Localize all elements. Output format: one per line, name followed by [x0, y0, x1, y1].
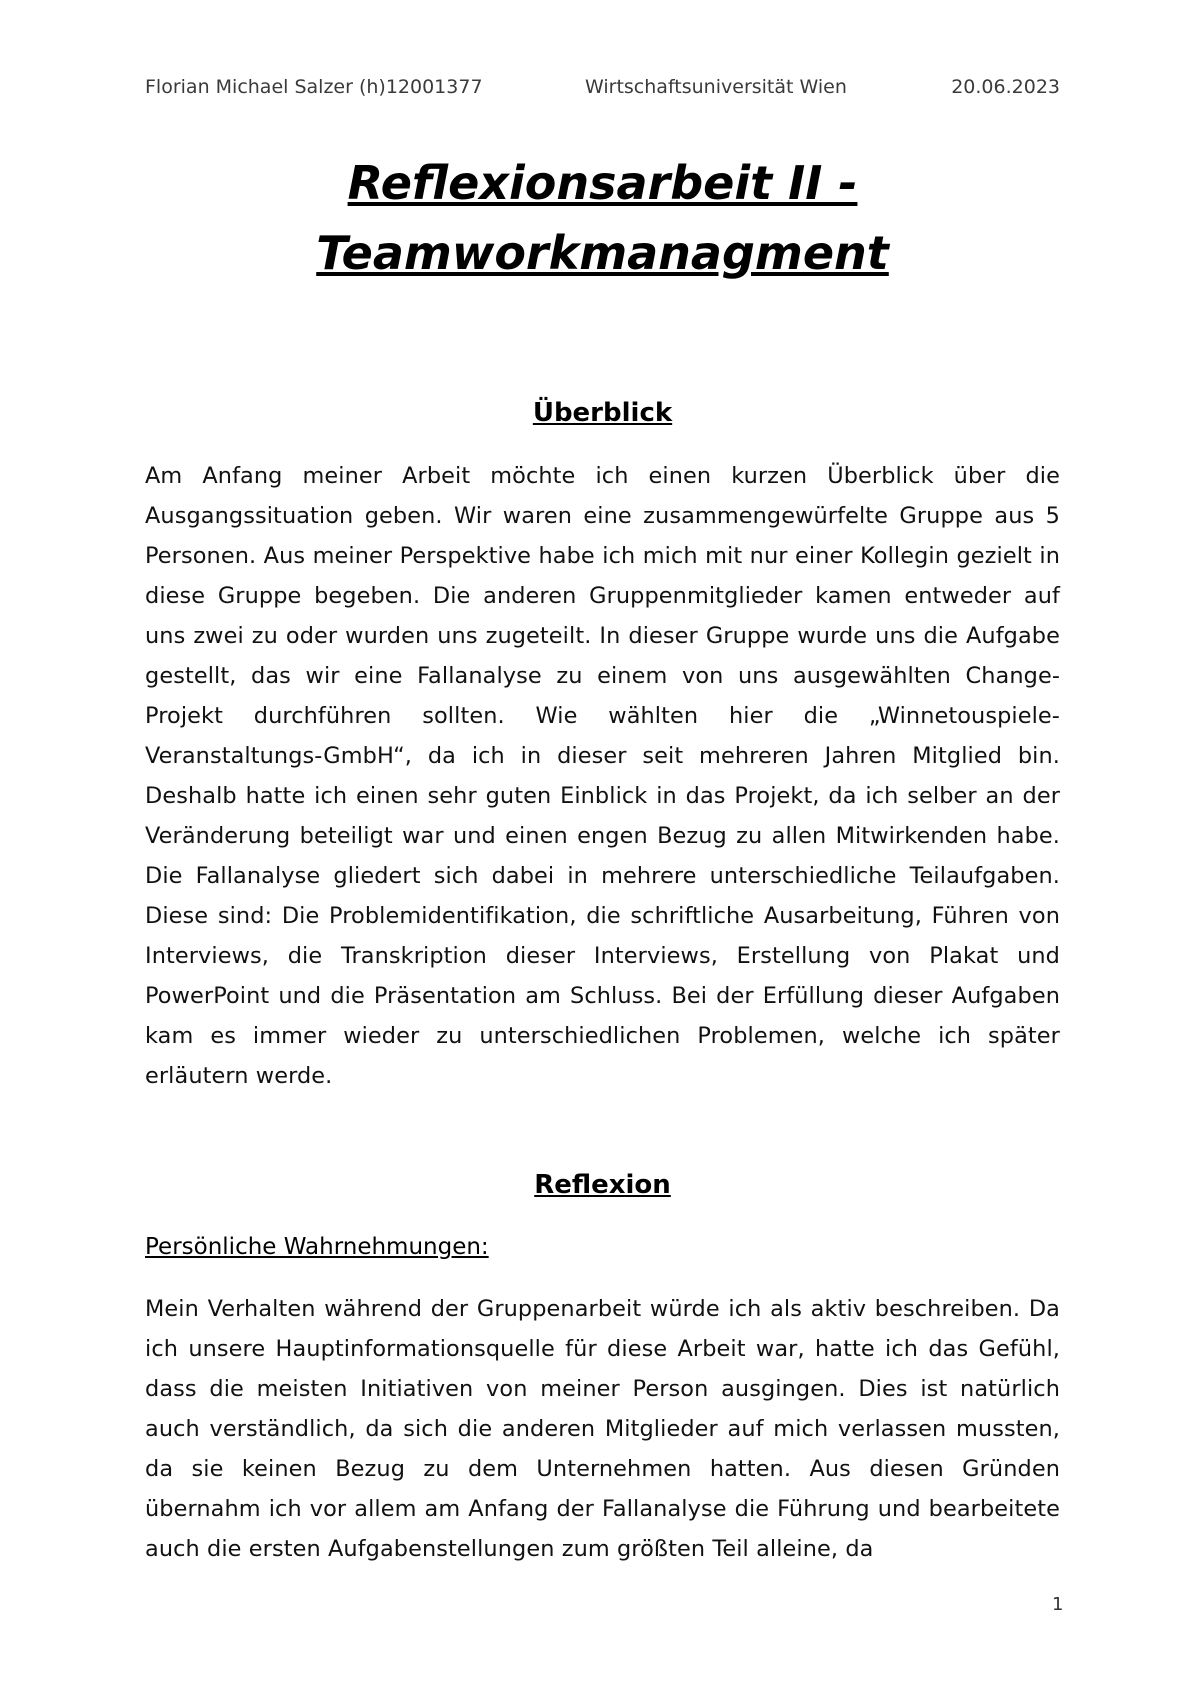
title-line-1: Reflexionsarbeit II -	[347, 156, 858, 210]
page-number: 1	[1052, 1594, 1064, 1615]
page-header	[145, 76, 1060, 104]
overview-paragraph: Am Anfang meiner Arbeit möchte ich einen kurzen Überblick über die Ausgangssituation geben. Wir waren eine zusammengewürfelte Gruppe aus 5 Personen. Aus meiner Perspektive habe ich mich mit nur einer Kollegin gezielt in diese Gruppe begeben. Die anderen Gruppenmitglieder kamen entweder auf uns zwei zu oder wurden uns zugeteilt. In dieser Gruppe wurde uns die Aufgabe gestellt, das wir eine Fallanalyse zu einem von uns ausgewählten Change-Projekt durchführen sollten. Wie wählten hier die „Winnetouspiele-Veranstaltungs-GmbH“, da ich in dieser seit mehreren Jahren Mitglied bin. Deshalb hatte ich einen sehr guten Einblick in das Projekt, da ich selber an der Veränderung beteiligt war und einen engen Bezug zu allen Mitwirkenden habe. Die Fallanalyse gliedert sich dabei in mehrere unterschiedliche Teilaufgaben. Diese sind: Die Problemidentifikation, die schriftliche Ausarbeitung, Führen von Interviews, die Transkription dieser Interviews, Erstellung von Plakat und PowerPoint und die Präsentation am Schluss. Bei der Erfüllung dieser Aufgaben kam es immer wieder zu unterschiedlichen Problemen, welche ich später erläutern werde.	[145, 463, 1060, 1089]
overview-heading: Überblick	[532, 398, 673, 428]
header-date: 20.06.2023	[951, 76, 1060, 98]
title-line-2: Teamworkmanagment	[316, 226, 889, 280]
reflection-paragraph: Mein Verhalten während der Gruppenarbeit würde ich als aktiv beschreiben. Da ich unsere Hauptinformationsquelle für diese Arbeit war, hatte ich das Gefühl, dass die meisten Initiativen von meiner Person ausgingen. Dies ist natürlich auch verständlich, da sich die anderen Mitglieder auf mich verlassen mussten, da sie keinen Bezug zu dem Unternehmen hatten. Aus diesen Gründen übernahm ich vor allem am Anfang der Fallanalyse die Führung und bearbeitete auch die ersten Aufgabenstellungen zum größten Teil alleine, da	[145, 1296, 1060, 1562]
document-title	[145, 148, 1060, 288]
header-author: Florian Michael Salzer (h)12001377	[145, 76, 483, 98]
personal-perceptions-subheading: Persönliche Wahrnehmungen:	[145, 1234, 489, 1260]
header-institution: Wirtschaftsuniversität Wien	[585, 76, 847, 98]
reflection-heading: Reflexion	[534, 1170, 671, 1200]
